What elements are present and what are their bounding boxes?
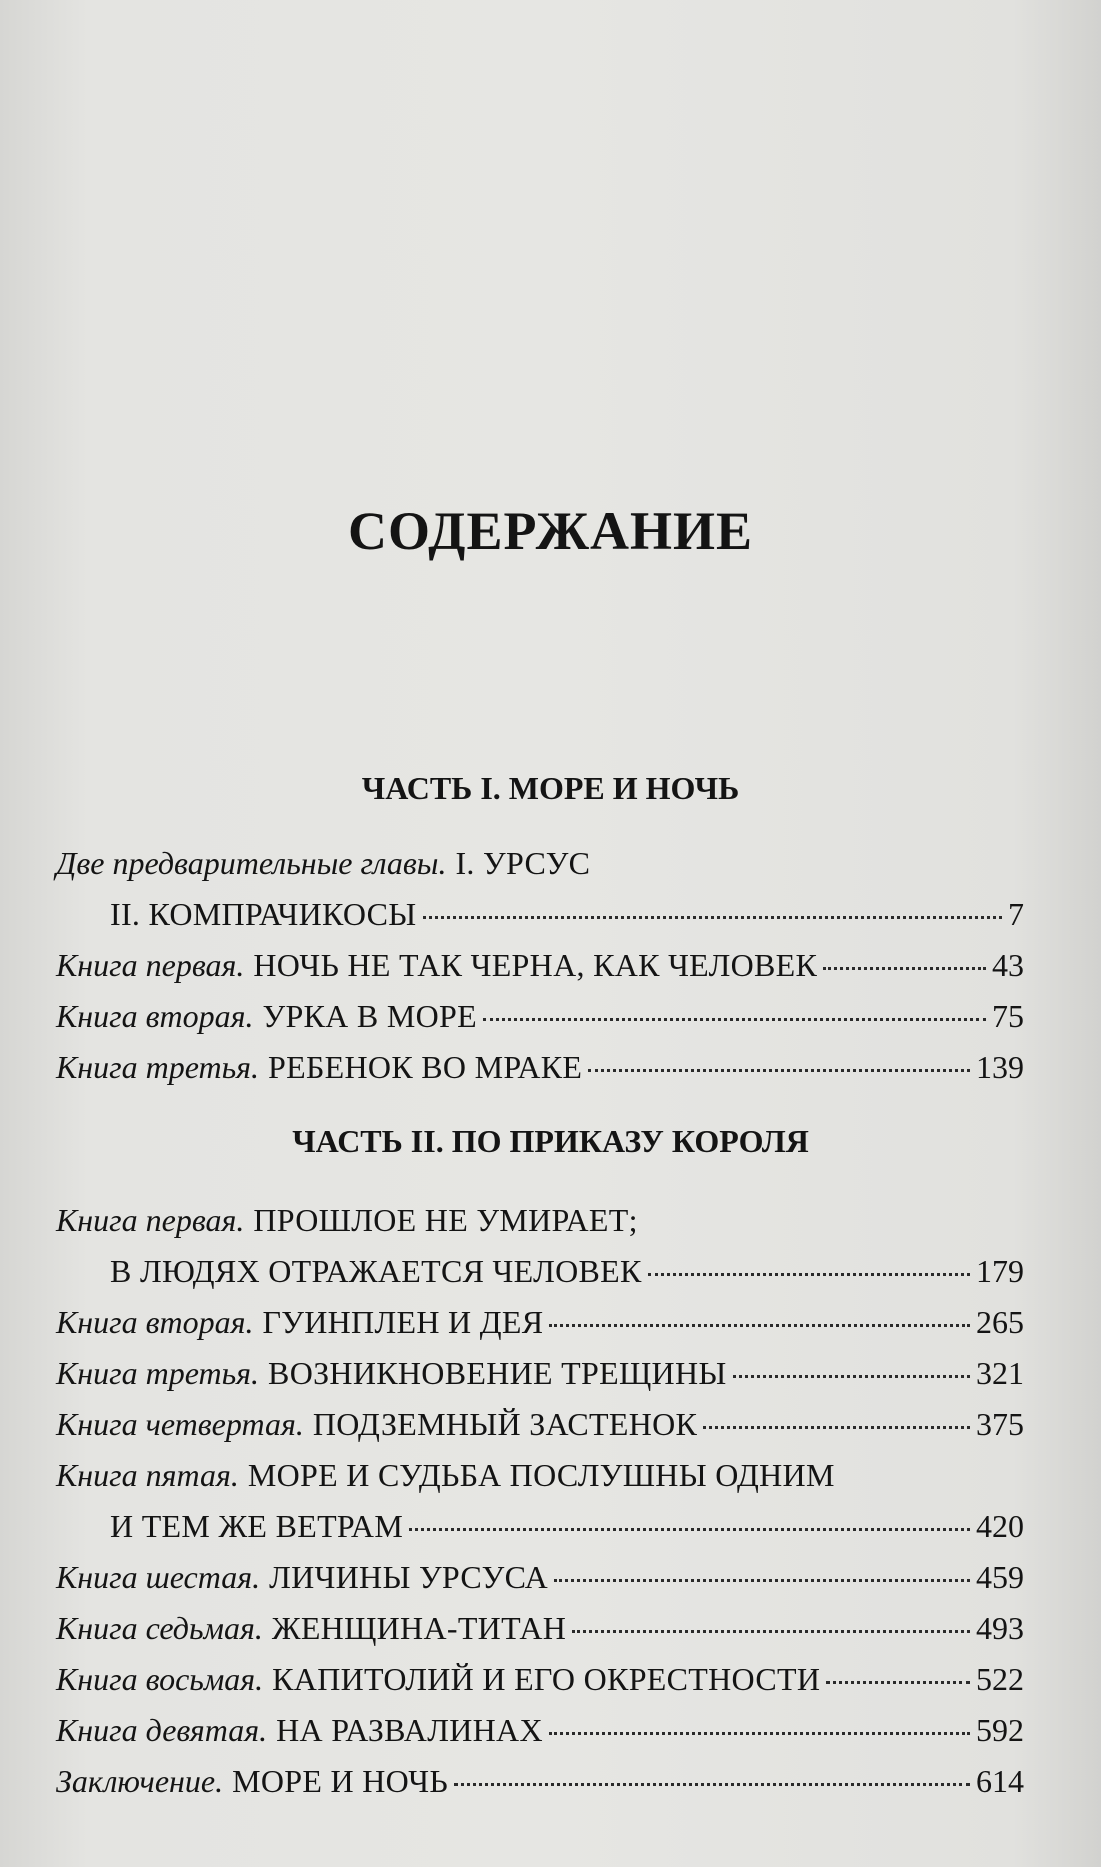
- dot-leader: [554, 1579, 970, 1582]
- chapter-heading: ЛИЧИНЫ УРСУСА: [269, 1559, 549, 1595]
- dot-leader: [423, 916, 1003, 919]
- book-label: Книга восьмая.: [56, 1661, 264, 1697]
- book-label: Книга первая.: [56, 1202, 245, 1238]
- book-label: Две предварительные главы.: [56, 845, 447, 881]
- dot-leader: [648, 1273, 970, 1276]
- part-2-heading: ЧАСТЬ II. ПО ПРИКАЗУ КОРОЛЯ: [292, 1123, 809, 1159]
- dot-leader: [823, 967, 986, 970]
- dot-leader: [549, 1324, 970, 1327]
- book-label: Заключение.: [56, 1763, 224, 1799]
- toc-line: [56, 1457, 1024, 1508]
- toc-line: [56, 1610, 1024, 1661]
- toc-line: [56, 1355, 1024, 1406]
- chapter-heading: РЕБЕНОК ВО МРАКЕ: [268, 1049, 583, 1085]
- chapter-heading: ГУИНПЛЕН И ДЕЯ: [262, 1304, 544, 1340]
- book-label: Книга третья.: [56, 1049, 260, 1085]
- toc-entry: [56, 1661, 1024, 1712]
- toc-line: [56, 1712, 1024, 1763]
- book-label: Книга седьмая.: [56, 1610, 263, 1646]
- toc-line: [56, 896, 1024, 947]
- toc-entry: [56, 1049, 1024, 1100]
- chapter-heading: НОЧЬ НЕ ТАК ЧЕРНА, КАК ЧЕЛОВЕК: [253, 947, 818, 983]
- chapter-heading: МОРЕ И НОЧЬ: [232, 1763, 449, 1799]
- page-title: СОДЕРЖАНИЕ: [348, 501, 753, 561]
- toc-line: [56, 998, 1024, 1049]
- toc-line: [56, 947, 1024, 998]
- toc-entry: [56, 1304, 1024, 1355]
- dot-leader: [549, 1732, 970, 1735]
- dot-leader: [588, 1069, 970, 1072]
- toc-entry: [56, 1712, 1024, 1763]
- toc-entry: [56, 1559, 1024, 1610]
- page-number: 7: [1008, 896, 1024, 932]
- chapter-heading: КАПИТОЛИЙ И ЕГО ОКРЕСТНОСТИ: [272, 1661, 821, 1697]
- toc-entry: [56, 1355, 1024, 1406]
- chapter-heading: I. УРСУС: [455, 845, 591, 881]
- dot-leader: [454, 1783, 970, 1786]
- page-number: 265: [976, 1304, 1024, 1340]
- dot-leader: [409, 1528, 970, 1531]
- book-label: Книга пятая.: [56, 1457, 239, 1493]
- toc-line: [56, 1304, 1024, 1355]
- chapter-heading: НА РАЗВАЛИНАХ: [276, 1712, 543, 1748]
- chapter-heading: ВОЗНИКНОВЕНИЕ ТРЕЩИНЫ: [268, 1355, 727, 1391]
- chapter-heading: В ЛЮДЯХ ОТРАЖАЕТСЯ ЧЕЛОВЕК: [110, 1253, 642, 1289]
- page-number: 321: [976, 1355, 1024, 1391]
- page-number: 592: [976, 1712, 1024, 1748]
- toc-entry: [56, 1763, 1024, 1814]
- book-label: Книга шестая.: [56, 1559, 261, 1595]
- part-2-toc-list: [56, 1202, 1024, 1814]
- toc-entry: [56, 1406, 1024, 1457]
- part-1-toc-list: [56, 845, 1024, 1100]
- dot-leader: [826, 1681, 970, 1684]
- dot-leader: [483, 1018, 986, 1021]
- page-number: 459: [976, 1559, 1024, 1595]
- dot-leader: [733, 1375, 970, 1378]
- toc-line: [56, 1406, 1024, 1457]
- toc-entry: [56, 1202, 1024, 1304]
- chapter-heading: ПРОШЛОЕ НЕ УМИРАЕТ;: [253, 1202, 638, 1238]
- page-number: 420: [976, 1508, 1024, 1544]
- book-label: Книга вторая.: [56, 998, 254, 1034]
- toc-line: [56, 845, 1024, 896]
- chapter-heading: И ТЕМ ЖЕ ВЕТРАМ: [110, 1508, 404, 1544]
- toc-entry: [56, 998, 1024, 1049]
- chapter-heading: II. КОМПРАЧИКОСЫ: [110, 896, 417, 932]
- page-number: 522: [976, 1661, 1024, 1697]
- chapter-heading: МОРЕ И СУДЬБА ПОСЛУШНЫ ОДНИМ: [247, 1457, 835, 1493]
- chapter-heading: ЖЕНЩИНА-ТИТАН: [271, 1610, 567, 1646]
- book-label: Книга первая.: [56, 947, 245, 983]
- toc-line: [56, 1508, 1024, 1559]
- page-number: 614: [976, 1763, 1024, 1799]
- toc-entry: [56, 1610, 1024, 1661]
- chapter-heading: ПОДЗЕМНЫЙ ЗАСТЕНОК: [312, 1406, 698, 1442]
- toc-entry: [56, 1457, 1024, 1559]
- toc-line: [56, 1559, 1024, 1610]
- page-number: 139: [976, 1049, 1024, 1085]
- page-number: 179: [976, 1253, 1024, 1289]
- dot-leader: [703, 1426, 970, 1429]
- dot-leader: [572, 1630, 970, 1633]
- book-label: Книга девятая.: [56, 1712, 268, 1748]
- toc-line: [56, 1661, 1024, 1712]
- page-number: 75: [992, 998, 1024, 1034]
- book-label: Книга вторая.: [56, 1304, 254, 1340]
- toc-line: [56, 1049, 1024, 1100]
- toc-line: [56, 1202, 1024, 1253]
- book-label: Книга четвертая.: [56, 1406, 304, 1442]
- page-number: 43: [992, 947, 1024, 983]
- page-number: 375: [976, 1406, 1024, 1442]
- toc-line: [56, 1253, 1024, 1304]
- toc-line: [56, 1763, 1024, 1814]
- part-1-heading: ЧАСТЬ I. МОРЕ И НОЧЬ: [361, 770, 740, 806]
- toc-entry: [56, 947, 1024, 998]
- book-label: Книга третья.: [56, 1355, 260, 1391]
- page-number: 493: [976, 1610, 1024, 1646]
- toc-entry: [56, 845, 1024, 947]
- chapter-heading: УРКА В МОРЕ: [262, 998, 477, 1034]
